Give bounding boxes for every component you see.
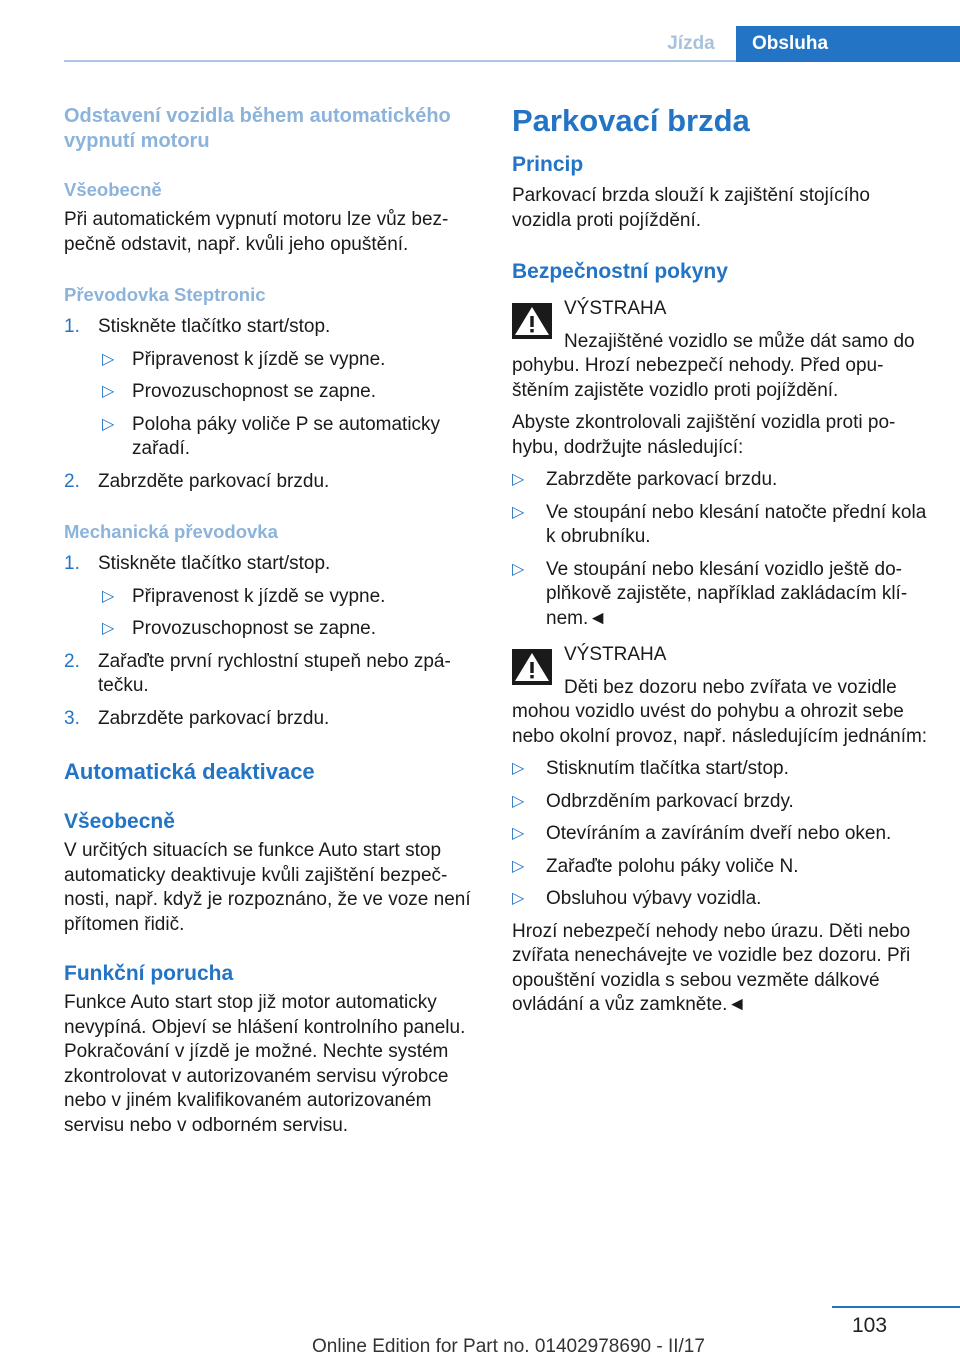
section-title-odstaveni: Odstavení vozidla během automatického vypnutí motoru xyxy=(64,105,451,152)
list-item xyxy=(64,650,484,699)
warning-label: VÝSTRAHA xyxy=(564,644,667,665)
left-column xyxy=(64,104,484,1138)
list-item xyxy=(64,707,484,732)
section-heading-automaticka-deaktivace: Automatická deaktivace xyxy=(64,759,315,784)
right-column xyxy=(512,104,932,1018)
list-item xyxy=(512,855,932,880)
item-text: Ve stoupání nebo klesání natočte přední kola k obrubníku. xyxy=(546,501,927,547)
triangle-bullet-icon: ▷ xyxy=(512,857,525,875)
triangle-bullet-icon: ▷ xyxy=(512,503,525,521)
general-text: Při automatickém vypnutí motoru lze vůz bezpečně odstavit, např. kvůli jeho opuštění. xyxy=(64,209,449,255)
triangle-bullet-icon: ▷ xyxy=(102,415,115,433)
warning-label: VÝSTRAHA xyxy=(564,298,667,319)
subheading-bezpecnostni-pokyny: Bezpečnostní pokyny xyxy=(512,260,728,283)
list-item xyxy=(512,887,932,912)
item-text: Zabrzděte parkovací brzdu. xyxy=(98,707,330,729)
warning-intro: Abyste zkontrolovali zajištění vozidla proti pohybu, dodržujte následující: xyxy=(512,412,896,458)
item-text: Stisknutím tlačítka start/stop. xyxy=(546,758,789,779)
subheading-vseobecne: Všeobecně xyxy=(64,179,162,200)
triangle-bullet-icon: ▷ xyxy=(512,792,525,810)
principle-text: Parkovací brzda slouží k zajištění stojícího vozidla proti pojíždění. xyxy=(512,185,870,231)
list-item xyxy=(64,470,484,495)
triangle-bullet-icon: ▷ xyxy=(102,587,115,605)
warning-block-2 xyxy=(512,643,932,668)
item-text: Ve stoupání nebo klesání vozidlo ještě doplňkově zajistěte, například zakládacím klínem.◄ xyxy=(546,558,908,629)
item-text: Zařaďte polohu páky voliče N. xyxy=(546,855,799,877)
list-item xyxy=(64,348,484,373)
warning-triangle-icon xyxy=(512,649,552,685)
list-item xyxy=(512,822,932,847)
triangle-bullet-icon: ▷ xyxy=(512,560,525,578)
page-number: 103 xyxy=(852,1314,888,1337)
item-text: Obsluhou výbavy vozidla. xyxy=(546,888,762,909)
item-text: Zabrzděte parkovací brzdu. xyxy=(546,469,778,490)
subheading-funkcni-porucha: Funkční porucha xyxy=(64,962,234,985)
warning-triangle-icon xyxy=(512,303,552,339)
list-item xyxy=(64,380,484,405)
triangle-bullet-icon: ▷ xyxy=(102,350,115,368)
list-item xyxy=(512,468,932,493)
list-item xyxy=(512,558,932,632)
item-text: Zařaďte první rychlostní stupeň nebo zpátečku. xyxy=(98,650,451,696)
triangle-bullet-icon: ▷ xyxy=(512,825,525,842)
warning-text: Nezajištěné vozidlo se může dát samo do pohybu. Hrozí nebezpečí nehody. Před opuštěním zajistěte vozidlo proti pojíždění. xyxy=(512,330,915,401)
item-number: 2. xyxy=(64,470,80,492)
item-text: Zabrzděte parkovací brzdu. xyxy=(98,470,330,492)
item-text: Připravenost k jízdě se vypne. xyxy=(132,585,386,607)
item-text: Stiskněte tlačítko start/stop. xyxy=(98,316,331,337)
list-item xyxy=(64,552,484,577)
list-item xyxy=(512,501,932,550)
section-title-parkovaci-brzda: Parkovací brzda xyxy=(512,103,750,138)
tab-obsluha[interactable] xyxy=(736,26,960,62)
item-text: Stiskněte tlačítko start/stop. xyxy=(98,553,331,574)
triangle-bullet-icon: ▷ xyxy=(512,760,525,777)
item-number: 1. xyxy=(64,316,80,337)
list-item xyxy=(64,315,484,340)
list-item xyxy=(64,585,484,610)
item-text: Provozuschopnost se zapne. xyxy=(132,381,376,402)
item-text: Připravenost k jízdě se vypne. xyxy=(132,348,386,370)
tab-jizda[interactable]: Jízda xyxy=(667,33,715,54)
warning-text: Děti bez dozoru nebo zvířata ve vozidle mohou vozidlo uvést do pohybu a ohrozit sebe nebo okolní provoz, např. následujícím jednáním: xyxy=(512,676,928,747)
edition-text: Online Edition for Part no. 01402978690 - II/17 xyxy=(312,1336,705,1357)
tab-obsluha-label: Obsluha xyxy=(752,33,829,54)
item-text: Otevíráním a zavíráním dveří nebo oken. xyxy=(546,823,892,844)
item-text: Provozuschopnost se zapne. xyxy=(132,618,376,639)
list-item xyxy=(64,413,484,462)
subheading-vseobecne-2: Všeobecně xyxy=(64,810,175,833)
malfunction-text: Funkce Auto start stop již motor automaticky nevypíná. Objeví se hlášení kontrolního panelu. Pokračování v jízdě je možné. Nechte systém zkontrolovat v autorizovaném servisu výrobce nebo v jiném kvalifikovaném autorizovaném servisu nebo v odborném servisu. xyxy=(64,992,466,1136)
triangle-bullet-icon: ▷ xyxy=(512,471,525,488)
list-item xyxy=(512,757,932,782)
triangle-bullet-icon: ▷ xyxy=(512,890,525,907)
footer-rule xyxy=(832,1306,960,1308)
subheading-steptronic: Převodovka Steptronic xyxy=(64,284,266,305)
item-text: Poloha páky voliče P se automaticky zařadí. xyxy=(132,413,441,459)
item-number: 1. xyxy=(64,553,80,574)
item-text: Odbrzděním parkovací brzdy. xyxy=(546,790,794,812)
warning-outro: Hrozí nebezpečí nehody nebo úrazu. Děti nebo zvířata nenechávejte ve vozidle bez dozoru. Při opouštění vozidla s sebou vezměte dálkové ovládání a vůz zamkněte.◄ xyxy=(512,920,911,1015)
item-number: 2. xyxy=(64,650,80,672)
list-item xyxy=(64,617,484,642)
triangle-bullet-icon: ▷ xyxy=(102,620,115,637)
subheading-mechanicka: Mechanická převodovka xyxy=(64,521,278,542)
subheading-princip: Princip xyxy=(512,153,584,176)
auto-general-text: V určitých situacích se funkce Auto start stop automaticky deaktivuje kvůli zajištění bezpečnosti, např. když je rozpoznáno, že ve voze není přítomen řidič. xyxy=(64,840,471,935)
list-item xyxy=(512,790,932,815)
triangle-bullet-icon: ▷ xyxy=(102,383,115,400)
warning-block-1 xyxy=(512,297,932,322)
item-number: 3. xyxy=(64,707,80,729)
